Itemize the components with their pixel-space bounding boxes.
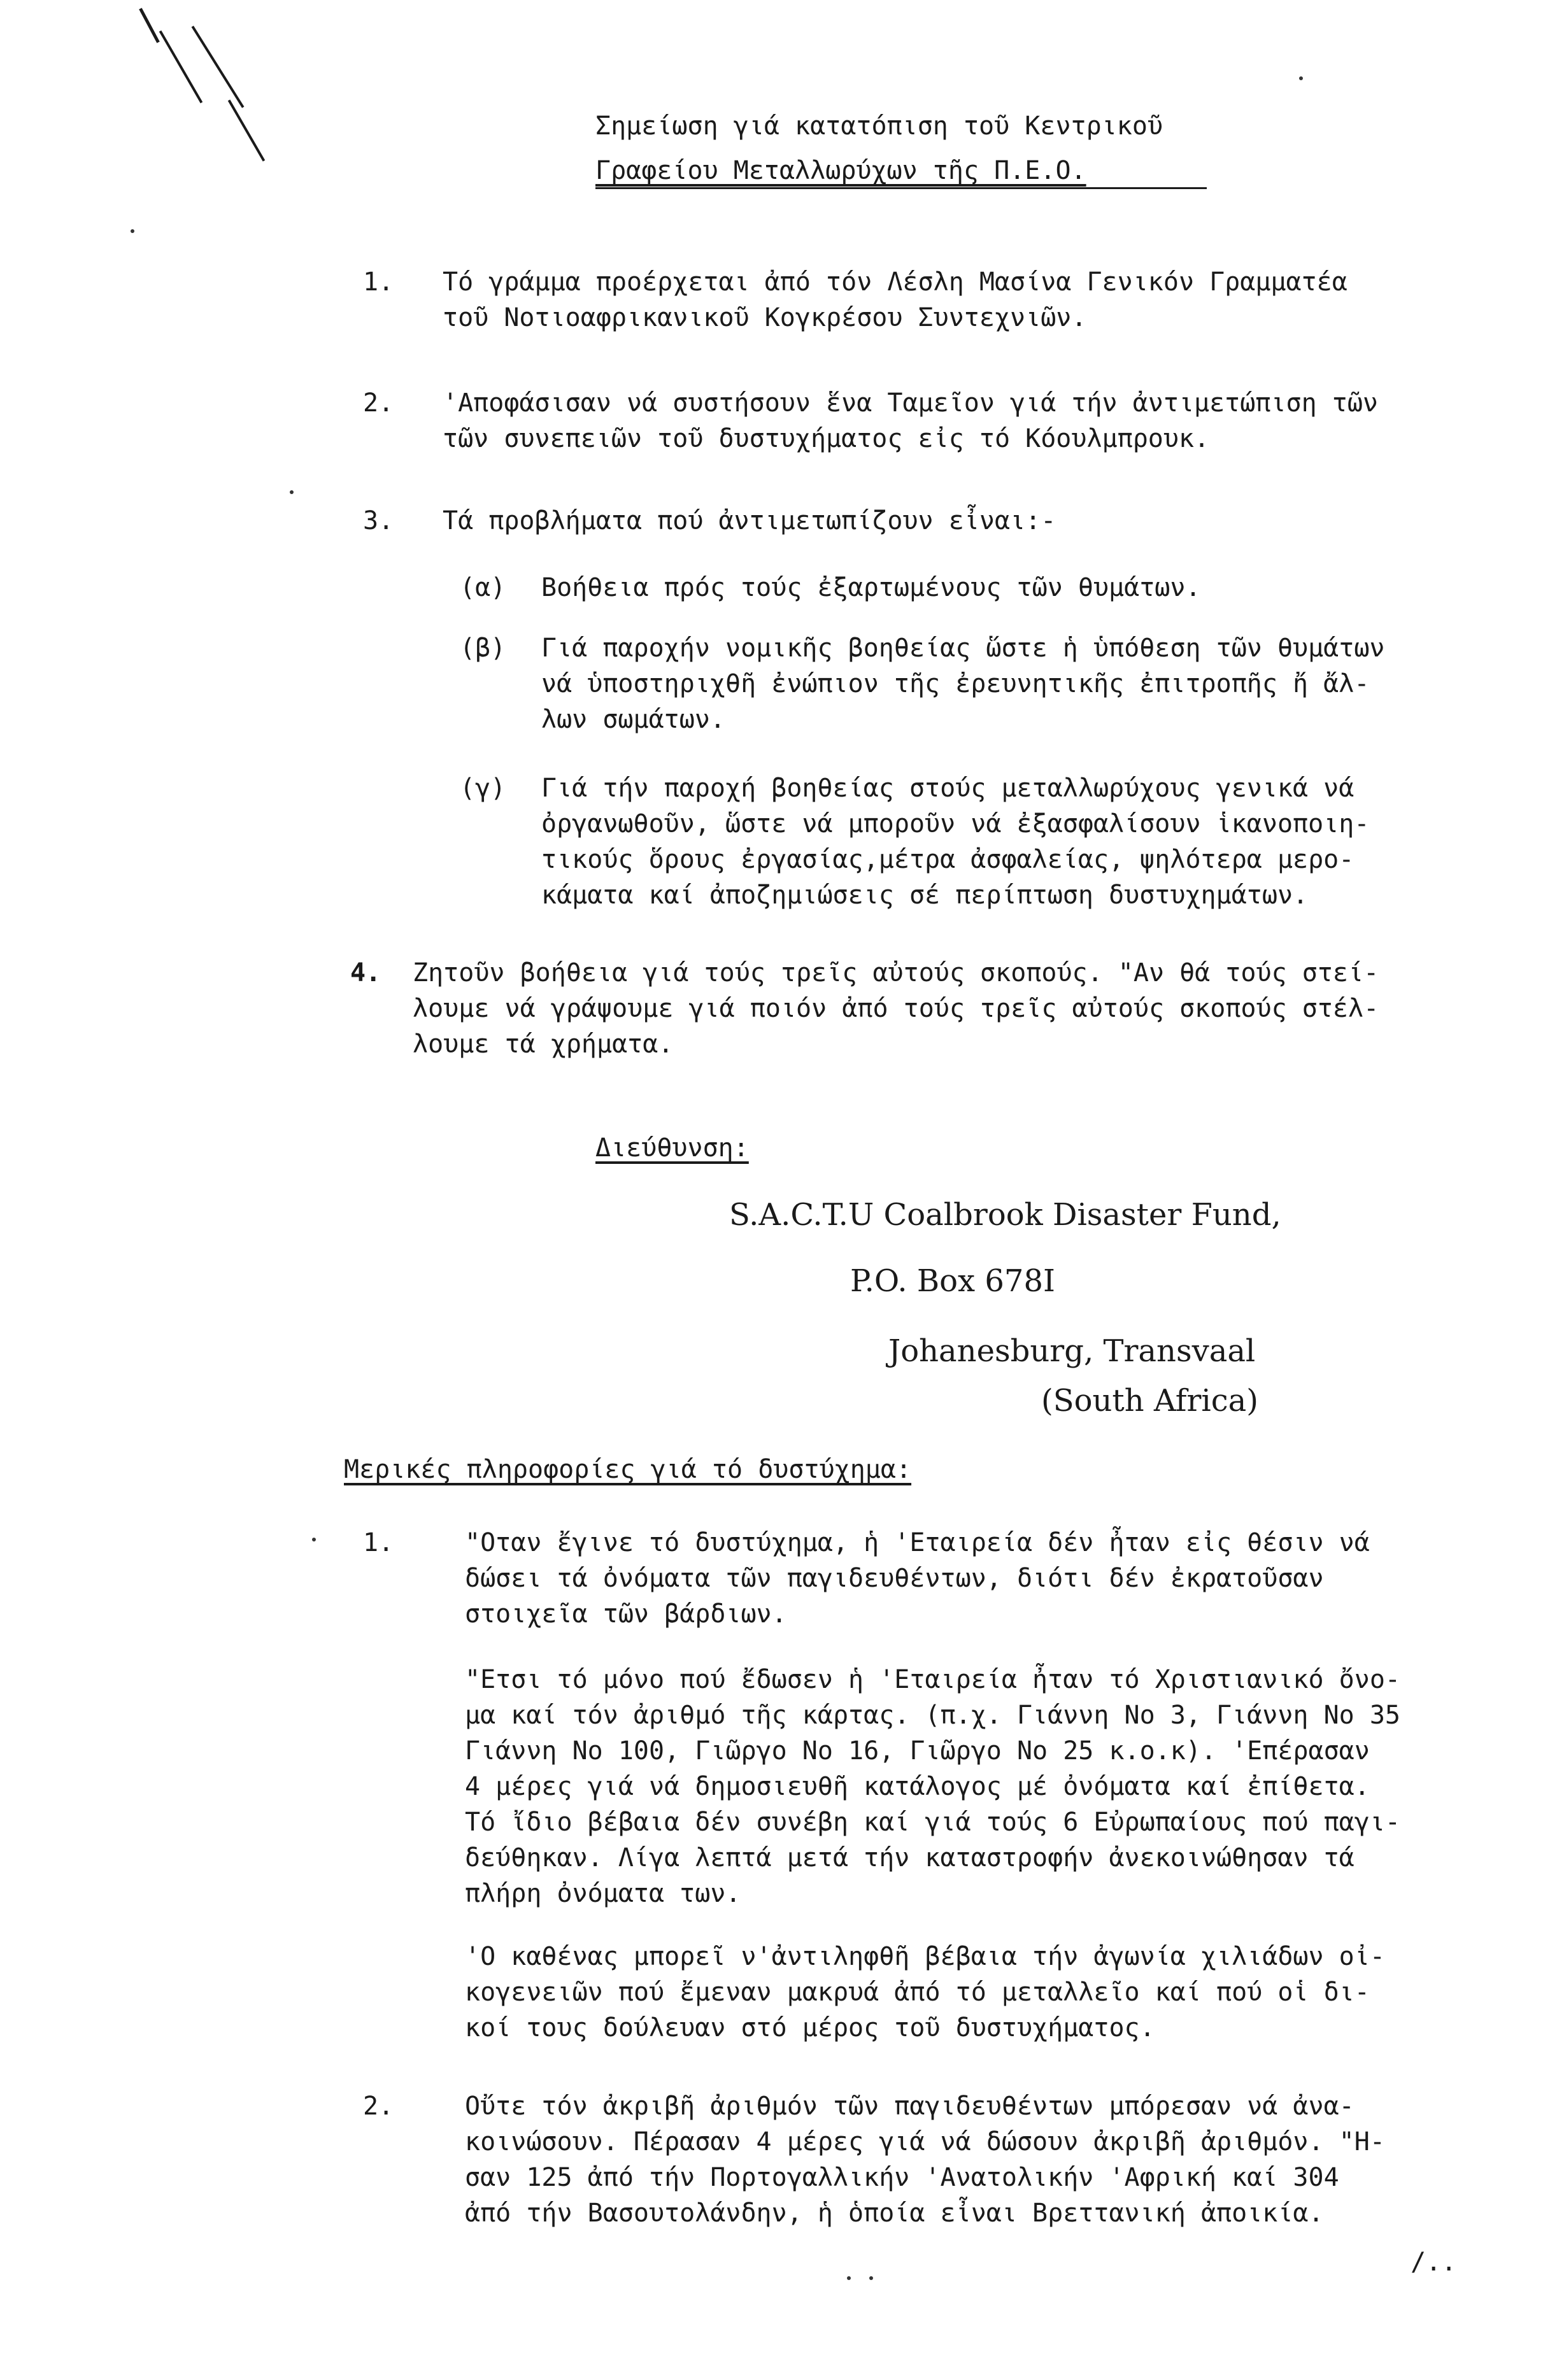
info-paragraph-b-line: δεύθηκαν. Λίγα λεπτά μετά τήν καταστροφήν ἀνεκοινώθησαν τά xyxy=(465,1843,1354,1873)
subpoint-c-line: κάματα καί ἀποζημιώσεις σέ περίπτωση δυστυχημάτων. xyxy=(541,881,1309,910)
address-line-1: S.A.C.T.U Coalbrook Disaster Fund, xyxy=(729,1197,1281,1233)
point-4-text xyxy=(413,955,1379,1062)
info-paragraph-b-line: 4 μέρες γιά νά δημοσιευθῆ κατάλογος μέ ὀνόματα καί ἐπίθετα. xyxy=(465,1772,1370,1801)
point-1-line: Τό γράμμα προέρχεται ἀπό τόν Λέσλη Μασίνα Γενικόν Γραμματέα xyxy=(443,267,1347,297)
info-item-2-line: Οὔτε τόν ἀκριβῆ ἀριθμόν τῶν παγιδευθέντων μπόρεσαν νά ἀνα- xyxy=(465,2092,1354,2121)
info-item-1-line: στοιχεῖα τῶν βάρδιων. xyxy=(465,1599,787,1629)
point-2-number: 2. xyxy=(363,388,394,418)
info-item-2-number: 2. xyxy=(363,2092,394,2121)
subpoint-c-label: (γ) xyxy=(460,774,506,803)
point-2-line: 'Αποφάσισαν νά συστήσουν ἕνα Ταμεῖον γιά τήν ἀντιμετώπιση τῶν xyxy=(443,388,1379,418)
subpoint-a-text xyxy=(541,570,1201,606)
speck xyxy=(290,490,294,494)
info-paragraph-c-line: κοί τους δούλευαν στό μέρος τοῦ δυστυχήματος. xyxy=(465,2013,1155,2043)
subpoint-a-label: (α) xyxy=(460,573,506,602)
point-2-line: τῶν συνεπειῶν τοῦ δυστυχήματος εἰς τό Κόουλμπρουκ. xyxy=(443,424,1210,453)
subpoint-c-line: τικούς ὅρους ἐργασίας,μέτρα ἀσφαλείας, ψηλότερα μερο- xyxy=(541,845,1354,874)
speck xyxy=(1299,76,1303,80)
info-heading: Μερικές πληροφορίες γιά τό δυστύχημα: xyxy=(344,1455,912,1484)
info-item-2-text xyxy=(465,2088,1385,2231)
point-4-line: Ζητοῦν βοήθεια γιά τούς τρεῖς αὐτούς σκοπούς. "Αν θά τούς στεί- xyxy=(413,958,1379,988)
info-paragraph-b-line: Γιάννη Νο 100, Γιῶργο Νο 16, Γιῶργο Νο 25 κ.ο.κ). 'Επέρασαν xyxy=(465,1736,1370,1766)
info-paragraph-b-line: "Ετσι τό μόνο πού ἔδωσεν ἡ 'Εταιρεία ἦταν τό Χριστιανικό ὄνο- xyxy=(465,1665,1401,1694)
point-4-line: λουμε νά γράψουμε γιά ποιόν ἀπό τούς τρεῖς αὐτούς σκοπούς στέλ- xyxy=(413,994,1379,1023)
info-item-1-line: "Οταν ἔγινε τό δυστύχημα, ἡ 'Εταιρεία δέν ἦταν εἰς θέσιν νά xyxy=(465,1528,1370,1557)
address-heading: Διεύθυνση: xyxy=(595,1133,749,1163)
point-2-text xyxy=(443,385,1378,457)
subpoint-b-text xyxy=(541,630,1385,737)
subpoint-b-label: (β) xyxy=(460,634,506,663)
point-3-text xyxy=(443,503,1056,539)
address-line-2: P.O. Box 678I xyxy=(850,1263,1055,1299)
point-4-line: λουμε τά χρήματα. xyxy=(413,1030,674,1059)
info-item-2-line: κοινώσουν. Πέρασαν 4 μέρες γιά νά δώσουν ἀκριβῆ ἀριθμόν. "Η- xyxy=(465,2127,1385,2157)
point-1-text xyxy=(443,264,1347,336)
subpoint-c-line: Γιά τήν παροχή βοηθείας στούς μεταλλωρύχους γενικά νά xyxy=(541,774,1354,803)
info-paragraph-b xyxy=(465,1662,1400,1911)
title-underline xyxy=(595,187,1207,189)
info-item-1-text xyxy=(465,1525,1370,1632)
subpoint-c-text xyxy=(541,770,1369,913)
info-paragraph-b-line: μα καί τόν ἀριθμό τῆς κάρτας. (π.χ. Γιάννη Νο 3, Γιάννη Νο 35 xyxy=(465,1701,1401,1730)
info-paragraph-b-line: πλήρη ὀνόματα των. xyxy=(465,1879,741,1908)
point-4-number: 4. xyxy=(350,958,381,988)
pen-mark-2 xyxy=(159,31,203,104)
speck xyxy=(847,2276,851,2280)
info-paragraph-b-line: Τό ἴδιο βέβαια δέν συνέβη καί γιά τούς 6 Εὐρωπαίους πού παγι- xyxy=(465,1808,1401,1837)
point-1-line: τοῦ Νοτιοαφρικανικοῦ Κογκρέσου Συντεχνιῶν. xyxy=(443,303,1087,332)
point-3-number: 3. xyxy=(363,506,394,535)
speck xyxy=(869,2276,873,2280)
subpoint-b-line: νά ὑποστηριχθῆ ἐνώπιον τῆς ἐρευνητικῆς ἐπιτροπῆς ἤ ἄλ- xyxy=(541,669,1370,698)
point-1-number: 1. xyxy=(363,267,394,297)
continued-mark: /.. xyxy=(1411,2248,1457,2277)
subpoint-c-line: ὀργανωθοῦν, ὥστε νά μποροῦν νά ἐξασφαλίσουν ἱκανοποιη- xyxy=(541,809,1370,839)
subpoint-b-line: Γιά παροχήν νομικῆς βοηθείας ὥστε ἡ ὑπόθεση τῶν θυμάτων xyxy=(541,634,1385,663)
subpoint-a-line: Βοήθεια πρός τούς ἐξαρτωμένους τῶν θυμάτων. xyxy=(541,573,1201,602)
title-line-1: Σημείωση γιά κατατόπιση τοῦ Κεντρικοῦ xyxy=(595,111,1163,141)
address-line-3: Johanesburg, Transvaal xyxy=(888,1333,1256,1369)
speck xyxy=(131,229,134,233)
point-3-line: Τά προβλήματα πού ἀντιμετωπίζουν εἶναι:- xyxy=(443,506,1056,535)
info-item-1-number: 1. xyxy=(363,1528,394,1557)
info-paragraph-c-line: κογενειῶν πού ἔμεναν μακρυά ἀπό τό μεταλλεῖο καί πού οἱ δι- xyxy=(465,1978,1370,2007)
info-paragraph-c-line: 'Ο καθένας μπορεῖ ν'ἀντιληφθῆ βέβαια τήν ἀγωνία χιλιάδων οἰ- xyxy=(465,1942,1385,1971)
info-item-1-line: δώσει τά ὀνόματα τῶν παγιδευθέντων, διότι δέν ἐκρατοῦσαν xyxy=(465,1564,1324,1593)
address-line-4: (South Africa) xyxy=(1041,1383,1258,1419)
info-item-2-line: σαν 125 ἀπό τήν Πορτογαλλικήν 'Ανατολικήν 'Αφρική καί 304 xyxy=(465,2163,1339,2192)
info-paragraph-c xyxy=(465,1939,1385,2046)
title-line-2: Γραφείου Μεταλλωρύχων τῆς Π.Ε.Ο. xyxy=(595,156,1086,185)
pen-mark-1 xyxy=(139,8,160,43)
pen-mark-4 xyxy=(228,99,265,161)
subpoint-b-line: λων σωμάτων. xyxy=(541,705,725,734)
info-item-2-line: ἀπό τήν Βασουτολάνδην, ἡ ὁποία εἶναι Βρεττανική ἀποικία. xyxy=(465,2199,1324,2228)
speck xyxy=(312,1538,316,1541)
